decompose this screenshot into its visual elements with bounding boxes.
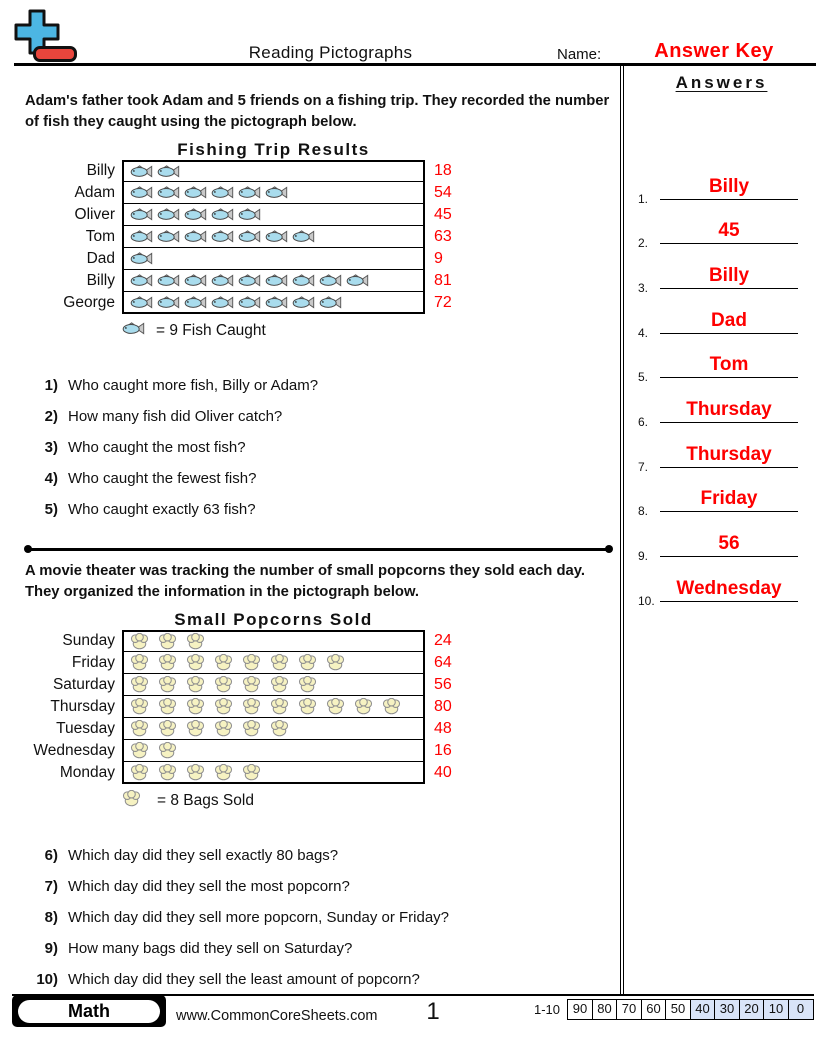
fish-icon (292, 296, 315, 309)
popcorn-icon (242, 654, 261, 671)
score-cell: 80 (592, 999, 618, 1020)
row-icon-box (122, 696, 425, 718)
answer-item (638, 265, 804, 295)
fish-icon (130, 165, 153, 178)
section-fishing (25, 91, 613, 532)
row-value: 81 (434, 272, 452, 289)
pictograph-row (25, 248, 613, 270)
pictograph-row (25, 696, 613, 718)
question-list (25, 847, 613, 1002)
popcorn-icon (382, 698, 401, 715)
score-cell: 0 (788, 999, 814, 1020)
popcorn-icon (130, 720, 149, 737)
pictograph-row (25, 674, 613, 696)
row-icon-box (122, 292, 425, 314)
popcorn-icon (354, 698, 373, 715)
popcorn-icon (214, 676, 233, 693)
answer-item (638, 488, 804, 518)
score-cell: 40 (690, 999, 716, 1020)
fish-icon (184, 230, 207, 243)
score-cell: 10 (763, 999, 789, 1020)
answer-item (638, 399, 804, 429)
answer-number: 9. (638, 549, 649, 563)
score-cell: 90 (567, 999, 593, 1020)
row-icon-box (122, 762, 425, 784)
subject-badge (12, 995, 166, 1027)
popcorn-icon (214, 720, 233, 737)
fish-icon (238, 186, 261, 199)
question-item (25, 439, 613, 470)
fish-icon (157, 208, 180, 221)
popcorn-icon (242, 764, 261, 781)
answer-item (638, 578, 804, 608)
fish-icon (211, 208, 234, 221)
popcorn-icon (186, 654, 205, 671)
fish-icon (130, 230, 153, 243)
fish-icon (319, 274, 342, 287)
question-number: 7) (44, 878, 58, 895)
row-value: 9 (434, 250, 443, 267)
score-table (567, 999, 814, 1020)
pictograph-table (25, 630, 613, 784)
fish-icon (130, 208, 153, 221)
row-icon-box (122, 182, 425, 204)
legend-label: = 9 Fish Caught (156, 322, 266, 339)
fish-icon (265, 296, 288, 309)
row-label: Tom (85, 228, 115, 245)
fish-icon (184, 186, 207, 199)
chart-title: Small Popcorns Sold (174, 610, 373, 629)
popcorn-icon (326, 654, 345, 671)
answer-value: Billy (660, 176, 798, 200)
fish-icon (157, 186, 180, 199)
question-text: Who caught exactly 63 fish? (68, 501, 256, 518)
popcorn-icon (270, 698, 289, 715)
page-title: Reading Pictographs (248, 43, 413, 62)
question-text: Which day did they sell the least amount of popcorn? (68, 971, 420, 988)
fish-icon (157, 230, 180, 243)
popcorn-icon (242, 698, 261, 715)
name-label: Name: (557, 46, 602, 63)
score-cell: 60 (641, 999, 667, 1020)
answer-item (638, 444, 804, 474)
popcorn-icon (186, 676, 205, 693)
pictograph-row (25, 718, 613, 740)
question-text: Who caught more fish, Billy or Adam? (68, 377, 319, 394)
question-item (25, 501, 613, 532)
popcorn-icon (298, 676, 317, 693)
fish-icon (157, 274, 180, 287)
question-item (25, 377, 613, 408)
row-label: Oliver (74, 206, 115, 223)
row-value: 16 (434, 742, 452, 759)
popcorn-icon (186, 720, 205, 737)
legend-icon-slot (122, 790, 150, 812)
popcorn-icon (214, 698, 233, 715)
popcorn-icon (130, 742, 149, 759)
fish-icon (130, 252, 153, 265)
answer-number: 1. (638, 192, 649, 206)
divider-dot-left (24, 545, 32, 553)
row-value: 24 (434, 632, 452, 649)
score-cell: 70 (616, 999, 642, 1020)
row-label: George (63, 294, 115, 311)
question-text: Who caught the fewest fish? (68, 470, 257, 487)
answer-value: Wednesday (660, 578, 798, 602)
answer-item (638, 310, 804, 340)
chart-title: Fishing Trip Results (177, 140, 370, 159)
popcorn-icon (158, 720, 177, 737)
row-value: 64 (434, 654, 452, 671)
row-icon-box (122, 226, 425, 248)
answer-value: Dad (660, 310, 798, 334)
row-value: 63 (434, 228, 452, 245)
popcorn-icon (242, 720, 261, 737)
question-number: 8) (44, 909, 58, 926)
answer-item (638, 176, 804, 206)
popcorn-icon (186, 633, 205, 650)
question-text: Which day did they sell more popcorn, Sunday or Friday? (68, 909, 450, 926)
score-cell: 20 (739, 999, 765, 1020)
row-value: 56 (434, 676, 452, 693)
popcorn-icon (186, 698, 205, 715)
chart-legend (122, 791, 613, 811)
score-cell: 30 (714, 999, 740, 1020)
answer-value: Tom (660, 354, 798, 378)
answer-number: 10. (638, 594, 655, 608)
popcorn-icon (158, 654, 177, 671)
row-label: Dad (86, 250, 115, 267)
row-label: Billy (86, 272, 115, 289)
popcorn-icon (130, 654, 149, 671)
row-value: 48 (434, 720, 452, 737)
row-value: 40 (434, 764, 452, 781)
fish-icon (238, 274, 261, 287)
popcorn-icon (270, 676, 289, 693)
pictograph-table (25, 160, 613, 314)
row-icon-box (122, 718, 425, 740)
row-value: 18 (434, 162, 452, 179)
popcorn-icon (298, 698, 317, 715)
fish-icon (265, 274, 288, 287)
fish-icon (130, 296, 153, 309)
question-number: 10) (36, 971, 58, 988)
row-label: Friday (71, 654, 115, 671)
row-icon-box (122, 674, 425, 696)
subject-label: Math (18, 1000, 160, 1023)
row-icon-box (122, 652, 425, 674)
fish-icon (265, 186, 288, 199)
fish-icon (130, 274, 153, 287)
fish-icon (319, 296, 342, 309)
question-number: 1) (44, 377, 58, 394)
question-text: Which day did they sell the most popcorn? (68, 878, 350, 895)
fish-icon (122, 322, 145, 335)
row-icon-box (122, 740, 425, 762)
fish-icon (157, 296, 180, 309)
answer-value: Thursday (660, 399, 798, 423)
answer-number: 6. (638, 415, 649, 429)
row-label: Saturday (52, 676, 115, 693)
fish-icon (184, 296, 207, 309)
question-number: 4) (44, 470, 58, 487)
popcorn-icon (326, 698, 345, 715)
answers-panel (620, 66, 816, 995)
pictograph-row (25, 762, 613, 784)
row-label: Adam (74, 184, 115, 201)
row-value: 80 (434, 698, 452, 715)
answer-item (638, 354, 804, 384)
question-number: 6) (44, 847, 58, 864)
answer-key-text: Answer Key (654, 40, 774, 62)
row-icon-box (122, 248, 425, 270)
fish-icon (292, 230, 315, 243)
fish-icon (211, 296, 234, 309)
pictograph-row (25, 292, 613, 314)
question-number: 9) (44, 940, 58, 957)
pictograph-row (25, 160, 613, 182)
question-item (25, 940, 613, 971)
popcorn-icon (214, 764, 233, 781)
section-intro: Adam's father took Adam and 5 friends on a fishing trip. They recorded the number of fish they caught using the pictograph below. (25, 93, 610, 130)
question-text: How many fish did Oliver catch? (68, 408, 283, 425)
fish-icon (211, 274, 234, 287)
pictograph-row (25, 226, 613, 248)
pictograph-row (25, 182, 613, 204)
answer-value: 45 (660, 220, 798, 244)
answer-number: 4. (638, 326, 649, 340)
divider-dot-right (605, 545, 613, 553)
answer-number: 2. (638, 236, 649, 250)
row-label: Monday (59, 764, 115, 781)
pictograph-row (25, 270, 613, 292)
question-item (25, 408, 613, 439)
section-popcorn (25, 561, 613, 1002)
popcorn-icon (270, 720, 289, 737)
fish-icon (184, 208, 207, 221)
popcorn-icon (270, 654, 289, 671)
score-range-label: 1-10 (533, 1002, 560, 1017)
legend-label: = 8 Bags Sold (157, 792, 254, 809)
row-value: 72 (434, 294, 452, 311)
answer-value: 56 (660, 533, 798, 557)
row-label: Wednesday (33, 742, 115, 759)
popcorn-icon (158, 633, 177, 650)
chart-legend (122, 321, 613, 341)
row-icon-box (122, 270, 425, 292)
row-icon-box (122, 630, 425, 652)
pictograph-row (25, 204, 613, 226)
fish-icon (238, 230, 261, 243)
fish-icon (238, 208, 261, 221)
popcorn-icon (130, 764, 149, 781)
fish-icon (292, 274, 315, 287)
fish-icon (157, 165, 180, 178)
question-number: 2) (44, 408, 58, 425)
row-value: 45 (434, 206, 452, 223)
popcorn-icon (242, 676, 261, 693)
row-label: Thursday (50, 698, 115, 715)
answer-number: 3. (638, 281, 649, 295)
page-number: 1 (426, 998, 440, 1025)
answers-panel-title: Answers (675, 73, 768, 92)
legend-icon-slot (122, 322, 149, 340)
row-icon-box (122, 204, 425, 226)
popcorn-icon (158, 764, 177, 781)
row-value: 54 (434, 184, 452, 201)
question-item (25, 470, 613, 501)
question-number: 5) (44, 501, 58, 518)
website-text: www.CommonCoreSheets.com (176, 1008, 378, 1024)
answer-item (638, 220, 804, 250)
row-label: Sunday (62, 632, 115, 649)
row-label: Tuesday (56, 720, 115, 737)
section-intro: A movie theater was tracking the number of small popcorns they sold each day. They organized the information in the pictograph below. (25, 563, 585, 600)
popcorn-icon (158, 676, 177, 693)
popcorn-icon (130, 633, 149, 650)
answer-number: 8. (638, 504, 649, 518)
question-text: How many bags did they sell on Saturday? (68, 940, 353, 957)
answer-value: Thursday (660, 444, 798, 468)
fish-icon (265, 230, 288, 243)
question-item (25, 909, 613, 940)
answer-number: 7. (638, 460, 649, 474)
popcorn-icon (130, 698, 149, 715)
answer-value: Billy (660, 265, 798, 289)
answer-value: Friday (660, 488, 798, 512)
popcorn-icon (158, 698, 177, 715)
answer-number: 5. (638, 370, 649, 384)
question-item (25, 878, 613, 909)
popcorn-icon (158, 742, 177, 759)
question-text: Who caught the most fish? (68, 439, 246, 456)
question-number: 3) (44, 439, 58, 456)
pictograph-row (25, 740, 613, 762)
fish-icon (184, 274, 207, 287)
score-cell: 50 (665, 999, 691, 1020)
fish-icon (211, 186, 234, 199)
popcorn-icon (130, 676, 149, 693)
row-icon-box (122, 160, 425, 182)
row-label: Billy (86, 162, 115, 179)
fish-icon (130, 186, 153, 199)
question-item (25, 847, 613, 878)
question-list (25, 377, 613, 532)
fish-icon (238, 296, 261, 309)
popcorn-icon (298, 654, 317, 671)
fish-icon (346, 274, 369, 287)
pictograph-row (25, 630, 613, 652)
answer-item (638, 533, 804, 563)
fish-icon (211, 230, 234, 243)
question-text: Which day did they sell exactly 80 bags? (68, 847, 339, 864)
popcorn-icon (186, 764, 205, 781)
section-divider (25, 548, 612, 551)
popcorn-icon (214, 654, 233, 671)
popcorn-icon (122, 790, 141, 807)
pictograph-row (25, 652, 613, 674)
